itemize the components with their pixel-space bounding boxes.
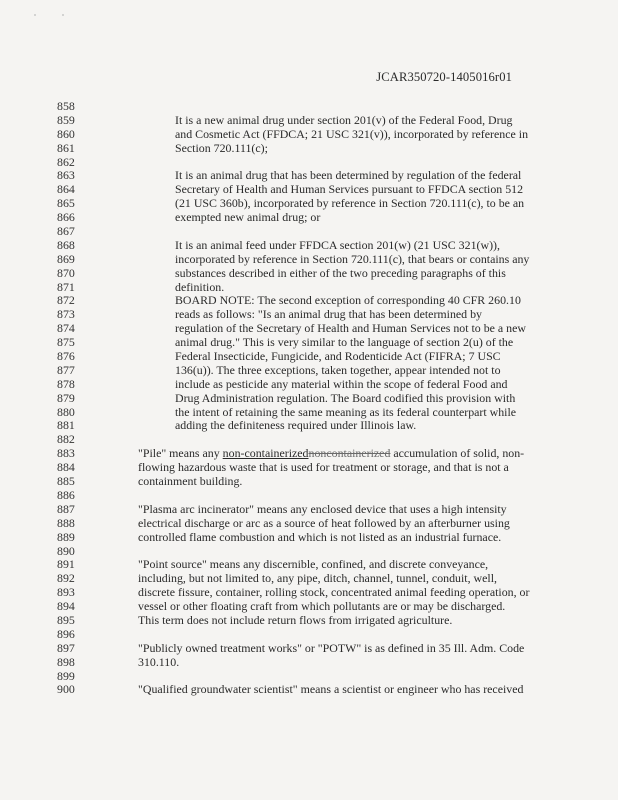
text-segment: "Pile" means any — [138, 446, 223, 461]
line-number: 878 — [57, 376, 75, 391]
line-number: 864 — [57, 182, 75, 197]
line-number: 873 — [57, 307, 75, 322]
text-segment: (21 USC 360b), incorporated by reference in Section 720.111(c), to be an — [175, 196, 525, 211]
document-body — [0, 100, 618, 697]
line-text — [175, 197, 524, 211]
text-line — [0, 614, 618, 628]
text-segment: definition. — [175, 279, 225, 294]
line-text — [138, 642, 524, 656]
text-segment: It is a new animal drug under section 201(v) of the Federal Food, Drug — [175, 112, 513, 127]
line-number: 880 — [57, 404, 75, 419]
text-segment: substances described in either of the two preceding paragraphs of this — [175, 265, 506, 280]
inserted-text: non-containerized — [222, 446, 309, 461]
line-text — [175, 169, 521, 183]
line-text — [138, 517, 510, 531]
line-number: 897 — [57, 640, 75, 655]
text-line — [0, 239, 618, 253]
text-segment: controlled flame combustion and which is not listed as an industrial furnace. — [138, 529, 502, 544]
line-number: 892 — [57, 571, 75, 586]
line-number: 889 — [57, 529, 75, 544]
text-line — [0, 253, 618, 267]
text-segment: 136(u)). The three exceptions, taken together, appear intended not to — [175, 362, 501, 377]
text-line — [0, 475, 618, 489]
text-line — [0, 142, 618, 156]
line-text — [175, 378, 508, 392]
line-number: 863 — [57, 168, 75, 183]
text-segment: including, but not limited to, any pipe, ditch, channel, tunnel, conduit, well, — [138, 571, 497, 586]
line-number: 879 — [57, 390, 75, 405]
line-number: 895 — [57, 612, 75, 627]
line-text — [138, 586, 529, 600]
line-number: 858 — [57, 99, 75, 113]
text-segment: electrical discharge or arc as a source of heat followed by an afterburner using — [138, 515, 510, 530]
line-text — [175, 406, 516, 420]
line-number: 866 — [57, 210, 75, 225]
text-line — [0, 364, 618, 378]
line-text — [175, 211, 320, 225]
text-segment: "Publicly owned treatment works" or "POTW" is as defined in 35 Ill. Adm. Code — [138, 640, 525, 655]
line-number: 869 — [57, 251, 75, 266]
line-number: 894 — [57, 599, 75, 614]
text-line — [0, 294, 618, 308]
line-text — [175, 364, 501, 378]
text-segment: include as pesticide any material within the scope of federal Food and — [175, 376, 508, 391]
text-line — [0, 308, 618, 322]
text-segment: It is an animal feed under FFDCA section 201(w) (21 USC 321(w)), — [175, 237, 500, 252]
line-number: 900 — [57, 682, 75, 697]
line-number: 874 — [57, 321, 75, 336]
line-text — [175, 253, 529, 267]
text-line — [0, 336, 618, 350]
text-segment: accumulation of solid, non- — [390, 446, 525, 461]
line-text — [175, 294, 521, 308]
text-segment: 310.110. — [138, 654, 180, 669]
text-line — [0, 670, 618, 684]
line-number: 891 — [57, 557, 75, 572]
line-number: 893 — [57, 585, 75, 600]
text-line — [0, 350, 618, 364]
line-number: 896 — [57, 626, 75, 641]
text-segment: containment building. — [138, 474, 243, 489]
text-line — [0, 600, 618, 614]
text-segment: Secretary of Health and Human Services pursuant to FFDCA section 512 — [175, 182, 524, 197]
line-text — [175, 419, 416, 433]
text-line — [0, 683, 618, 697]
line-text — [175, 392, 515, 406]
line-number: 871 — [57, 279, 75, 294]
line-number: 862 — [57, 154, 75, 169]
scan-speck — [34, 14, 36, 16]
text-line — [0, 183, 618, 197]
text-segment: This term does not include return flows from irrigated agriculture. — [138, 612, 453, 627]
line-text — [175, 281, 224, 295]
text-segment: Section 720.111(c); — [175, 140, 268, 155]
text-segment: and Cosmetic Act (FFDCA; 21 USC 321(v)), incorporated by reference in — [175, 126, 529, 141]
line-number: 883 — [57, 446, 75, 461]
line-number: 886 — [57, 487, 75, 502]
text-segment: adding the definiteness required under Illinois law. — [175, 418, 417, 433]
line-text — [175, 183, 523, 197]
line-text — [175, 128, 528, 142]
text-line — [0, 656, 618, 670]
text-line — [0, 447, 618, 461]
deleted-text: noncontainerized — [308, 446, 391, 461]
line-text — [175, 350, 501, 364]
text-line — [0, 531, 618, 545]
line-number: 887 — [57, 501, 75, 516]
text-line — [0, 114, 618, 128]
text-line — [0, 211, 618, 225]
text-line — [0, 267, 618, 281]
line-text — [138, 447, 524, 461]
text-line — [0, 169, 618, 183]
text-line — [0, 489, 618, 503]
line-text — [138, 558, 488, 572]
line-text — [138, 503, 507, 517]
line-number: 872 — [57, 293, 75, 308]
text-line — [0, 461, 618, 475]
text-line — [0, 197, 618, 211]
text-line — [0, 419, 618, 433]
text-segment: vessel or other floating craft from which pollutants are or may be discharged. — [138, 599, 506, 614]
line-text — [175, 322, 526, 336]
line-text — [175, 142, 268, 156]
line-text — [175, 308, 482, 322]
line-text — [138, 461, 509, 475]
scan-speck — [62, 14, 64, 16]
text-line — [0, 503, 618, 517]
text-segment: "Qualified groundwater scientist" means a scientist or engineer who has received — [138, 682, 524, 697]
line-text — [138, 683, 523, 697]
line-number: 899 — [57, 668, 75, 683]
text-segment: "Point source" means any discernible, confined, and discrete conveyance, — [138, 557, 489, 572]
text-segment: Federal Insecticide, Fungicide, and Rodenticide Act (FIFRA; 7 USC — [175, 349, 501, 364]
text-segment: exempted new animal drug; or — [175, 210, 321, 225]
text-segment: the intent of retaining the same meaning as its federal counterpart while — [175, 404, 517, 419]
text-segment: discrete fissure, container, rolling stock, concentrated animal feeding operation, or — [138, 585, 530, 600]
line-number: 884 — [57, 460, 75, 475]
text-segment: animal drug." This is very similar to the language of section 2(u) of the — [175, 335, 514, 350]
line-number: 898 — [57, 654, 75, 669]
text-line — [0, 628, 618, 642]
text-segment: regulation of the Secretary of Health and Human Services not to be a new — [175, 321, 526, 336]
text-line — [0, 225, 618, 239]
text-line — [0, 642, 618, 656]
line-number: 865 — [57, 196, 75, 211]
text-line — [0, 433, 618, 447]
line-number: 867 — [57, 224, 75, 239]
line-text — [175, 239, 500, 253]
line-number: 876 — [57, 349, 75, 364]
text-segment: flowing hazardous waste that is used for treatment or storage, and that is not a — [138, 460, 509, 475]
text-segment: BOARD NOTE: The second exception of corresponding 40 CFR 260.10 — [175, 293, 521, 308]
line-number: 882 — [57, 432, 75, 447]
line-number: 860 — [57, 126, 75, 141]
text-line — [0, 156, 618, 170]
line-number: 868 — [57, 237, 75, 252]
line-text — [138, 531, 501, 545]
text-segment: "Plasma arc incinerator" means any enclosed device that uses a high intensity — [138, 501, 507, 516]
text-segment: It is an animal drug that has been determined by regulation of the federal — [175, 168, 522, 183]
text-line — [0, 558, 618, 572]
line-text — [138, 614, 452, 628]
text-segment: incorporated by reference in Section 720.111(c), that bears or contains any — [175, 251, 530, 266]
line-number: 888 — [57, 515, 75, 530]
line-number: 859 — [57, 112, 75, 127]
text-line — [0, 517, 618, 531]
text-line — [0, 378, 618, 392]
line-text — [138, 572, 497, 586]
text-segment: Drug Administration regulation. The Board codified this provision with — [175, 390, 516, 405]
text-line — [0, 545, 618, 559]
line-number: 870 — [57, 265, 75, 280]
line-text — [138, 656, 179, 670]
text-segment: reads as follows: "Is an animal drug that has been determined by — [175, 307, 482, 322]
text-line — [0, 128, 618, 142]
text-line — [0, 406, 618, 420]
line-text — [138, 600, 505, 614]
line-number: 875 — [57, 335, 75, 350]
line-number: 890 — [57, 543, 75, 558]
text-line — [0, 572, 618, 586]
line-text — [138, 475, 242, 489]
text-line — [0, 100, 618, 114]
text-line — [0, 322, 618, 336]
text-line — [0, 392, 618, 406]
line-text — [175, 267, 506, 281]
text-line — [0, 586, 618, 600]
line-number: 861 — [57, 140, 75, 155]
text-line — [0, 281, 618, 295]
line-number: 877 — [57, 362, 75, 377]
line-number: 885 — [57, 474, 75, 489]
line-text — [175, 336, 513, 350]
line-text — [175, 114, 512, 128]
line-number: 881 — [57, 418, 75, 433]
document-id-header: JCAR350720-1405016r01 — [376, 70, 512, 84]
